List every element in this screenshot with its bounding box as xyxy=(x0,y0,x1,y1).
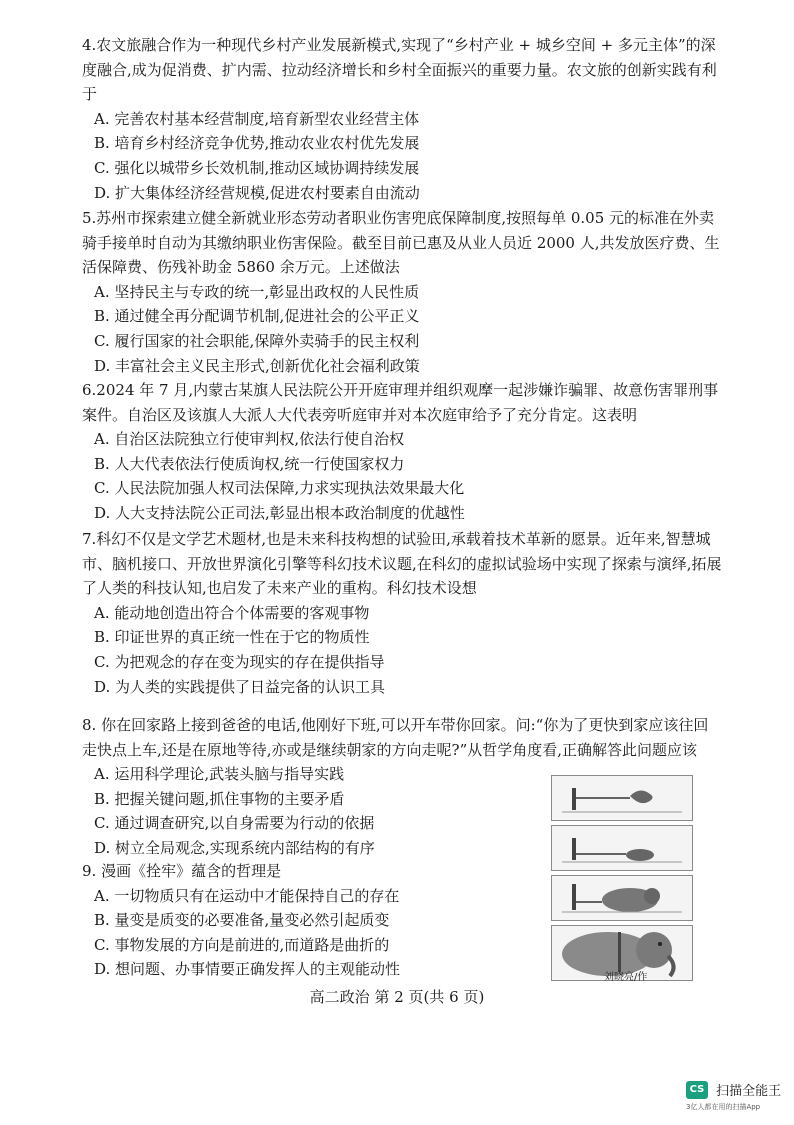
page-footer: 高二政治 第 2 页(共 6 页) xyxy=(309,988,485,1006)
option-d: D. 丰富社会主义民主形式,创新优化社会福利政策 xyxy=(94,356,420,375)
comic-panel-3 xyxy=(551,875,693,921)
option-a: A. 一切物质只有在运动中才能保持自己的存在 xyxy=(94,886,400,905)
comic-illustration xyxy=(551,775,691,985)
comic-credit: 刘晓亮/作 xyxy=(604,972,648,983)
option-c: C. 通过调查研究,以自身需要为行动的依据 xyxy=(94,814,375,833)
option-d: D. 人大支持法院公正司法,彰显出根本政治制度的优越性 xyxy=(94,503,465,522)
question-7 xyxy=(82,527,722,699)
question-8 xyxy=(82,713,709,861)
option-b: B. 通过健全再分配调节机制,促进社会的公平正义 xyxy=(94,307,420,326)
option-c: C. 履行国家的社会职能,保障外卖骑手的民主权利 xyxy=(94,331,420,350)
question-stem: 8. 你在回家路上接到爸爸的电话,他刚好下班,可以开车带你回家。问:“你为了更快到家应该往回走快点上车,还是在原地等待,亦或是继续朝家的方向走呢?”从哲学角度看,正确解答此问题应该 xyxy=(82,716,709,759)
option-a: A. 坚持民主与专政的统一,彰显出政权的人民性质 xyxy=(94,282,420,301)
option-d: D. 扩大集体经济经营规模,促进农村要素自由流动 xyxy=(94,183,420,202)
option-a: A. 自治区法院独立行使审判权,依法行使自治权 xyxy=(94,430,405,449)
comic-panel-2 xyxy=(551,825,693,871)
question-stem: 5.苏州市探索建立健全新就业形态劳动者职业伤害兜底保障制度,按照每单 0.05 元的标准在外卖骑手接单时自动为其缴纳职业伤害保险。截至目前已惠及从业人员近 2000 人,共发放医疗费、生活保障费、伤残补助金 5860 余万元。上述做法 xyxy=(82,209,720,277)
scanner-watermark xyxy=(686,1079,782,1111)
option-b: B. 把握关键问题,抓住事物的主要矛盾 xyxy=(94,789,345,808)
comic-panel-1 xyxy=(551,775,693,821)
scanner-tagline: 3亿人都在用的扫描App xyxy=(686,1103,761,1111)
option-b: B. 量变是质变的必要准备,量变必然引起质变 xyxy=(94,911,390,930)
option-d: D. 想问题、办事情要正确发挥人的主观能动性 xyxy=(94,960,401,979)
question-6 xyxy=(82,378,722,526)
question-stem: 6.2024 年 7 月,内蒙古某旗人民法院公开开庭审理并组织观摩一起涉嫌诈骗罪、故意伤害罪刑事案件。自治区及该旗人大派人大代表旁听庭审并对本次庭审给予了充分肯定。这表明 xyxy=(82,381,719,424)
option-c: C. 人民法院加强人权司法保障,力求实现执法效果最大化 xyxy=(94,479,465,498)
option-b: B. 培育乡村经济竞争优势,推动农业农村优先发展 xyxy=(94,134,420,153)
question-stem: 4.农文旅融合作为一种现代乡村产业发展新模式,实现了“乡村产业 + 城乡空间 + 多元主体”的深度融合,成为促消费、扩内需、拉动经济增长和乡村全面振兴的重要力量。农文旅的创新实践有利于 xyxy=(82,36,717,104)
question-stem: 9. 漫画《拴牢》蕴含的哲理是 xyxy=(82,862,282,880)
question-5 xyxy=(82,206,722,378)
option-d: D. 树立全局观念,实现系统内部结构的有序 xyxy=(94,838,375,857)
scanner-logo-icon: CS xyxy=(686,1081,708,1099)
question-4 xyxy=(82,33,722,205)
option-b: B. 印证世界的真正统一性在于它的物质性 xyxy=(94,628,370,647)
scanner-app-name: 扫描全能王 xyxy=(716,1084,782,1099)
option-a: A. 完善农村基本经营制度,培育新型农业经营主体 xyxy=(94,109,420,128)
option-c: C. 为把观念的存在变为现实的存在提供指导 xyxy=(94,652,385,671)
option-a: A. 能动地创造出符合个体需要的客观事物 xyxy=(94,603,370,622)
option-c: C. 事物发展的方向是前进的,而道路是曲折的 xyxy=(94,935,390,954)
question-9 xyxy=(82,859,552,982)
option-c: C. 强化以城带乡长效机制,推动区域协调持续发展 xyxy=(94,158,420,177)
option-a: A. 运用科学理论,武装头脑与指导实践 xyxy=(94,765,345,784)
option-d: D. 为人类的实践提供了日益完备的认识工具 xyxy=(94,677,386,696)
option-b: B. 人大代表依法行使质询权,统一行使国家权力 xyxy=(94,454,405,473)
question-stem: 7.科幻不仅是文学艺术题材,也是未来科技构想的试验田,承载着技术革新的愿景。近年来,智慧城市、脑机接口、开放世界演化引擎等科幻技术议题,在科幻的虚拟试验场中实现了探索与演绎,拓展了人类的科技认知,也启发了未来产业的重构。科幻技术设想 xyxy=(82,530,722,598)
